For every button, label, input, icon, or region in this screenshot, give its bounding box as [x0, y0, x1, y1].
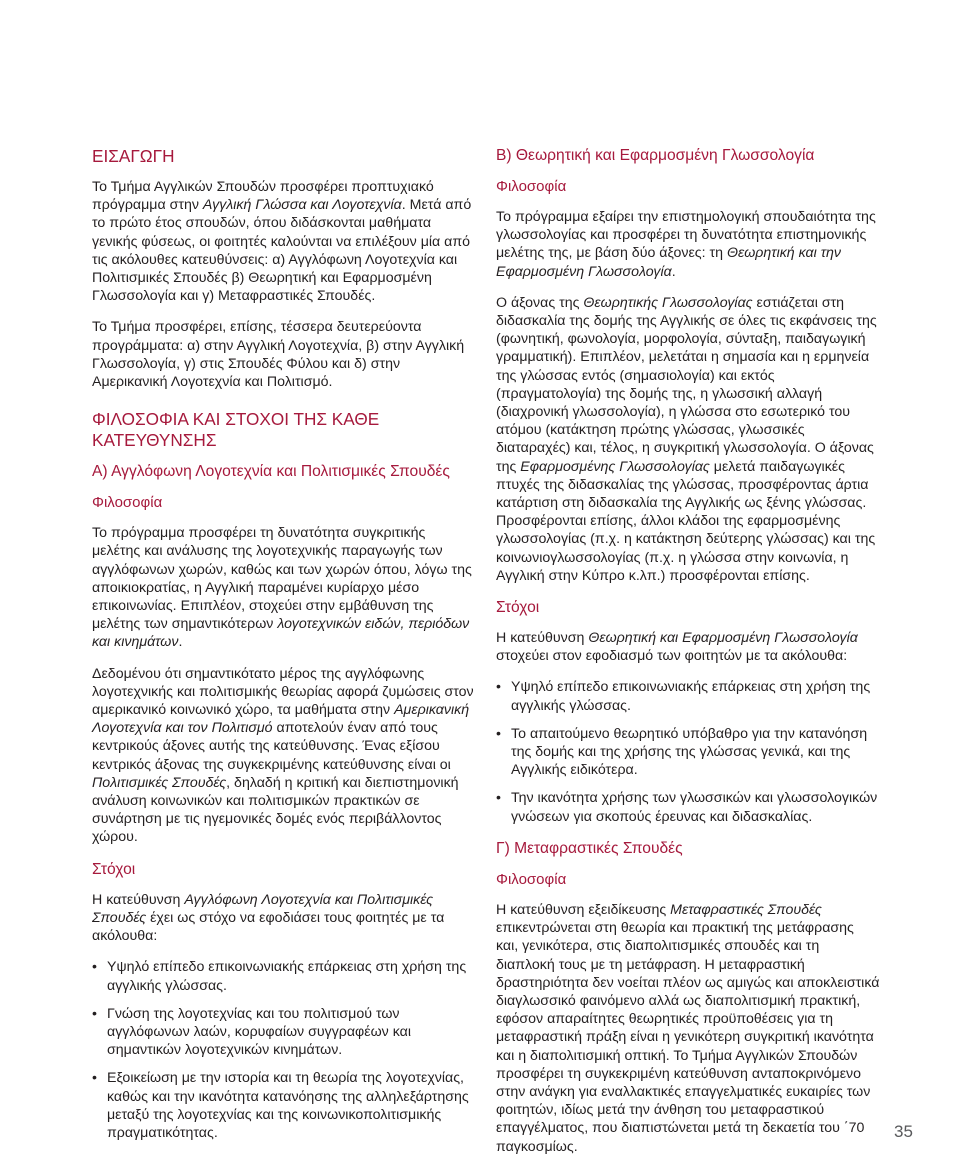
italic-text: Αγγλική Γλώσσα και Λογοτεχνία: [202, 197, 402, 214]
track-b-paragraph-2: Ο άξονας της Θεωρητικής Γλωσσολογίας εστιάζεται στη διδασκαλία της δομής της Αγγλικής σε όλες τις εκφάνσεις της (φωνητική, φωνολογία, μορφολογία, σύνταξη, παιδαγωγική γραμματική). Επιπλέον, μελετάται η σημασία και η ερμηνεία της γλώσσας εντός (σημασιολογία) και εκτός (πραγματολογία) της δομής της, η γλωσσική αλλαγή (διαχρονική γλωσσολογία), η γλώσσα στο εσωτερικό του ατόμου (κατάκτηση πρώτης γλώσσας, γλωσσικές διαταραχές) και, τέλος, η συγκριτική γλωσσολογία. Ο άξονας της Εφαρμοσμένης Γλωσσολογίας μελετά παιδαγωγικές πτυχές της διδασκαλίας της γλώσσας, προσφέροντας άρτια κατάρτιση στη διδασκαλία της Αγγλικής ως ξένης γλώσσας. Προσφέρονται επίσης, άλλοι κλάδοι της εφαρμοσμένης γλωσσολογίας (π.χ. η κατάκτηση δεύτερης γλώσσας) και της κοινωνιογλωσσολογίας (π.χ. η γλώσσα στην κοινωνία, η Αγγλική στην Κύπρο κ.λπ.) προσφέρονται επίσης.: [496, 294, 877, 584]
track-b-paragraph-1: Το πρόγραμμα εξαίρει την επιστημολογική σπουδαιότητα της γλωσσολογίας και προσφέρει τη δυνατότητα επιστημονικής μελέτης της, με βάση δύο άξονες: τη Θεωρητική και την Εφαρμοσμένη Γλωσσολογία.: [496, 209, 876, 280]
list-item: • Εξοικείωση με την ιστορία και τη θεωρία της λογοτεχνίας, καθώς και την ικανότητα κατανόησης της αλληλεξάρτησης μεταξύ της λογοτεχνίας και της κοινωνικοπολιτισμικής πραγματικότητας.: [92, 1069, 476, 1142]
italic-text: Αμερικανική Λογοτεχνία και τον Πολιτισμό: [92, 702, 470, 737]
list-item: • Γνώση της λογοτεχνίας και του πολιτισμού των αγγλόφωνων λαών, κορυφαίων συγγραφέων και σημαντικών λογοτεχνικών κινημάτων.: [92, 1005, 476, 1060]
italic-text: Θεωρητικής Γλωσσολογίας: [583, 294, 753, 311]
track-b-goals-heading: Στόχοι: [496, 599, 540, 617]
italic-text: λογοτεχνικών ειδών, περιόδων και κινημάτων: [92, 616, 470, 651]
track-c-paragraph-1: Η κατεύθυνση εξειδίκευσης Μεταφραστικές Σπουδές επικεντρώνεται στη θεωρία και πρακτική της μετάφρασης και, γενικότερα, στις διαπολιτισμικές σπουδές και τη διαπλοκή τους με τη μετάφραση. Η μεταφραστική δραστηριότητα δεν νοείται πλέον ως αμιγώς και αποκλειστικά διαγλωσσικό φαινόμενο αλλά ως διαπολιτισμική πρακτική, εφόσον απαραίτητες θεωρητικές προϋποθέσεις για τη μεταφραστική πράξη είναι η γενικότερη συγκριτική ικανότητα και η διαπολιτισμική οπτική. Το Τμήμα Αγγλικών Σπουδών προσφέρει τη συγκεκριμένη κατεύθυνση ανταποκρινόμενο στην ανάγκη για εναλλακτικές επαγγελματικές ευκαιρίες των φοιτητών, ιδίως μετά την άνθηση του μεταφραστικού επαγγέλματος, που διαπιστώνεται μετά τη δεκαετία του ΄70 παγκοσμίως.: [496, 901, 880, 1155]
page-number: 35: [894, 1122, 913, 1141]
list-item: • Την ικανότητα χρήσης των γλωσσικών και γλωσσολογικών γνώσεων για σκοπούς έρευνας και διδασκαλίας.: [496, 789, 880, 825]
list-item: • Υψηλό επίπεδο επικοινωνιακής επάρκειας στη χρήση της αγγλικής γλώσσας.: [496, 678, 880, 714]
section-heading: ΦΙΛΟΣΟΦΙΑ ΚΑΙ ΣΤΟΧΟΙ ΤΗΣ ΚΑΘΕ ΚΑΤΕΥΘΥΝΣΗΣ: [92, 409, 380, 451]
track-a-goals-list: [92, 958, 476, 1142]
italic-text: Πολιτισμικές Σπουδές: [92, 774, 227, 791]
track-a-paragraph-2: Δεδομένου ότι σημαντικότατο μέρος της αγγλόφωνης λογοτεχνικής και πολιτισμικής θεωρίας αφορά ζυμώσεις στον αμερικανικό κοινωνικό χώρο, τα μαθήματα στην Αμερικανική Λογοτεχνία και τον Πολιτισμό αποτελούν έναν από τους κεντρικούς άξονες αυτής της κατεύθυνσης. Ένας εξίσου κεντρικός άξονας της συγκεκριμένης κατεύθυνσης είναι οι Πολιτισμικές Σπουδές, δηλαδή η κριτική και διεπιστημονική ανάλυση κοινωνικών και πολιτισμικών πρακτικών σε συνάρτηση με τις ηγεμονικές δομές ενός περιβάλλοντος χώρου.: [92, 665, 474, 846]
intro-paragraph-2: Το Τμήμα προσφέρει, επίσης, τέσσερα δευτερεύοντα προγράμματα: α) στην Αγγλική Λογοτεχνία, β) στην Αγγλική Γλωσσολογία, γ) στις Σπουδές Φύλου και δ) στην Αμερικανική Λογοτεχνία και Πολιτισμό.: [92, 319, 465, 391]
track-a-philosophy-heading: Φιλοσοφία: [92, 494, 163, 512]
list-item: • Υψηλό επίπεδο επικοινωνιακής επάρκειας στη χρήση της αγγλικής γλώσσας.: [92, 958, 476, 994]
track-b-goals-list: [496, 678, 880, 825]
track-a-paragraph-1: Το πρόγραμμα προσφέρει τη δυνατότητα συγκριτικής μελέτης και ανάλυσης της λογοτεχνικής παραγωγής των αγγλόφωνων χωρών, καθώς και των χωρών όπου, λόγω της αποικιοκρατίας, η Αγγλική παραμένει κυρίαρχο μέσο επικοινωνίας. Επιπλέον, στοχεύει στην εμβάθυνση της μελέτης των σημαντικότερων λογοτεχνικών ειδών, περιόδων και κινημάτων.: [92, 525, 472, 651]
italic-text: Εφαρμοσμένης Γλωσσολογίας: [520, 458, 710, 475]
track-a-goals-intro: Η κατεύθυνση Αγγλόφωνη Λογοτεχνία και Πολιτισμικές Σπουδές έχει ως στόχο να εφοδιάσει τους φοιτητές με τα ακόλουθα:: [92, 891, 445, 945]
intro-paragraph-1: Το Τμήμα Αγγλικών Σπουδών προσφέρει προπτυχιακό πρόγραμμα στην Αγγλική Γλώσσα και Λογοτεχνία. Μετά από το πρώτο έτος σπουδών, όπου διδάσκονται μαθήματα γενικής φύσεως, οι φοιτητές καλούνται να επιλέξουν μία από τις ακόλουθες κατευθύνσεις: α) Αγγλόφωνη Λογοτεχνία και Πολιτισμικές Σπουδές β) Θεωρητική και Εφαρμοσμένη Γλωσσολογία και γ) Μεταφραστικές Σπουδές.: [92, 179, 472, 305]
left-column: [92, 146, 476, 1155]
track-b-philosophy-heading: Φιλοσοφία: [496, 178, 567, 195]
track-a-heading: Α) Αγγλόφωνη Λογοτεχνία και Πολιτισμικές Σπουδές: [92, 463, 450, 481]
italic-text: Θεωρητική και την Εφαρμοσμένη Γλωσσολογία: [496, 245, 842, 280]
track-b-goals-intro: Η κατεύθυνση Θεωρητική και Εφαρμοσμένη Γλωσσολογία στοχεύει στον εφοδιασμό των φοιτητών με τα ακόλουθα:: [496, 630, 858, 665]
italic-text: Θεωρητική και Εφαρμοσμένη Γλωσσολογία: [588, 630, 858, 647]
intro-heading: ΕΙΣΑΓΩΓΗ: [92, 146, 175, 166]
right-column: [496, 146, 880, 1169]
track-c-heading: Γ) Μεταφραστικές Σπουδές: [496, 839, 683, 857]
italic-text: Αγγλόφωνη Λογοτεχνία και Πολιτισμικές Σπουδές: [92, 891, 434, 926]
track-b-heading: Β) Θεωρητική και Εφαρμοσμένη Γλωσσολογία: [496, 147, 815, 164]
track-a-goals-heading: Στόχοι: [92, 860, 136, 878]
list-item: • Το απαιτούμενο θεωρητικό υπόβαθρο για την κατανόηση της δομής και της χρήσης της γλώσσας γενικά, και της Αγγλικής ειδικότερα.: [496, 725, 880, 780]
italic-text: Μεταφραστικές Σπουδές: [670, 901, 822, 918]
track-c-philosophy-heading: Φιλοσοφία: [496, 870, 567, 888]
